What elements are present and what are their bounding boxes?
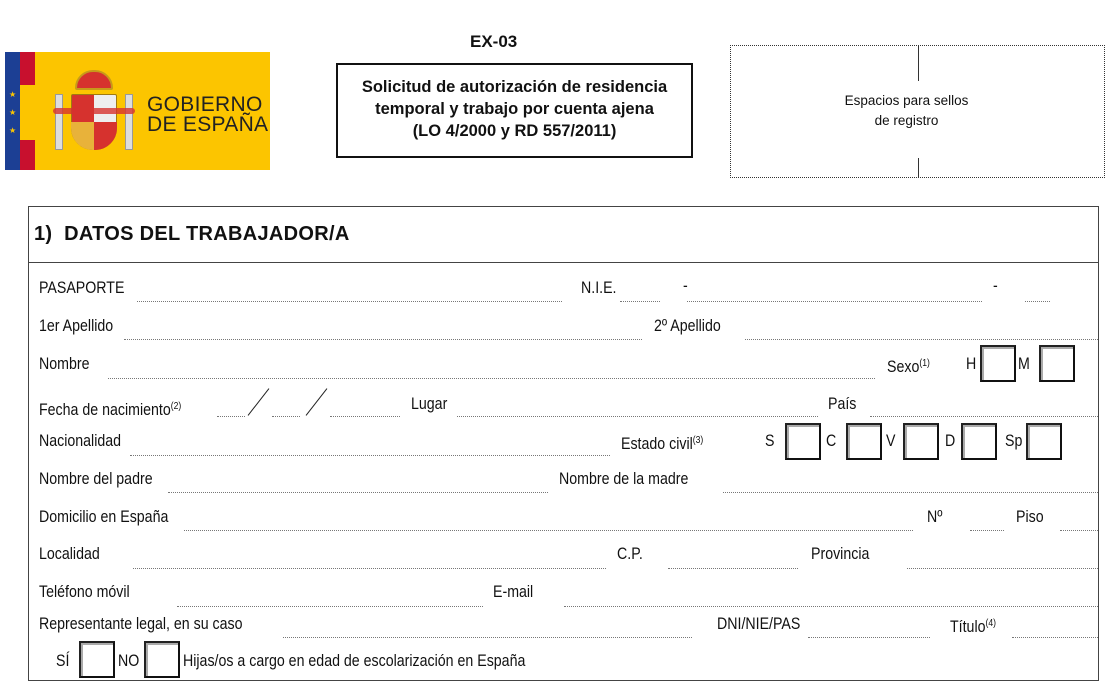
dni-input[interactable] [808,637,930,638]
label-dni: DNI/NIE/PAS [717,615,801,633]
title-line: (LO 4/2000 y RD 557/2011) [412,122,617,140]
nacionalidad-input[interactable] [130,455,610,456]
label-piso: Piso [1016,508,1044,526]
fecha-mes-input[interactable] [272,416,300,417]
pais-input[interactable] [870,416,1098,417]
form-code: EX-03 [470,32,518,51]
fecha-anio-input[interactable] [330,416,400,417]
apellido2-input[interactable] [745,339,1098,340]
label-hijos: Hijas/os a cargo en edad de escolarización en España [183,652,526,670]
label-fecha: Fecha de nacimiento$^{(2)}$ [39,401,182,419]
numero-input[interactable] [970,530,1004,531]
label-s: S [765,432,775,450]
label-representante: Representante legal, en su caso [39,615,243,633]
nie-dash: - [993,277,998,295]
stamp-label: de registro [874,113,939,128]
sexo-m-checkbox[interactable] [1039,345,1075,382]
sexo-h-checkbox[interactable] [980,345,1016,382]
gobierno-logo: ★ ★ ★ GOBIERNO DE ESPAÑA [5,52,270,170]
label-si: SÍ [56,652,70,670]
hijos-si-checkbox[interactable] [79,641,115,678]
nie-number-input[interactable] [687,301,982,302]
domicilio-input[interactable] [184,530,913,531]
label-numero: Nº [927,508,943,526]
label-domicilio: Domicilio en España [39,508,169,526]
label-no: NO [118,652,140,670]
estado-c-checkbox[interactable] [846,423,882,460]
coat-of-arms-icon [53,68,135,158]
nie-dash: - [683,277,688,295]
label-apellido2: 2º Apellido [654,317,721,335]
nombre-input[interactable] [108,378,875,379]
estado-s-checkbox[interactable] [785,423,821,460]
nie-prefix-input[interactable] [620,301,660,302]
piso-input[interactable] [1060,530,1098,531]
localidad-input[interactable] [133,568,606,569]
label-sexo: Sexo$^{(1)}$ [887,358,930,376]
estado-v-checkbox[interactable] [903,423,939,460]
provincia-input[interactable] [907,568,1098,569]
label-provincia: Provincia [811,545,870,563]
padre-input[interactable] [168,492,548,493]
pasaporte-input[interactable] [137,301,562,302]
label-pais: País [828,395,857,413]
representante-input[interactable] [283,637,692,638]
label-nacionalidad: Nacionalidad [39,432,122,450]
label-titulo: Título$^{(4)}$ [950,618,997,636]
fecha-dia-input[interactable] [217,416,245,417]
titulo-input[interactable] [1012,637,1098,638]
label-localidad: Localidad [39,545,100,563]
apellido1-input[interactable] [124,339,642,340]
label-m: M [1018,355,1030,373]
label-apellido1: 1er Apellido [39,317,114,335]
label-nombre: Nombre [39,355,90,373]
cp-input[interactable] [668,568,798,569]
stamp-label: Espacios para sellos [844,93,969,108]
label-cp: C.P. [617,545,643,563]
label-lugar: Lugar [411,395,448,413]
label-sp: Sp [1005,432,1023,450]
label-pasaporte: PASAPORTE [39,279,125,297]
form-title-box [336,63,693,158]
label-estado-civil: Estado civil$^{(3)}$ [621,435,704,453]
label-h: H [966,355,977,373]
section-title: 1) DATOS DEL TRABAJADOR/A [34,223,350,245]
label-padre: Nombre del padre [39,470,153,488]
label-telefono: Teléfono móvil [39,583,130,601]
logo-text: GOBIERNO DE ESPAÑA [147,93,269,136]
label-d: D [945,432,956,450]
label-email: E-mail [493,583,534,601]
hijos-no-checkbox[interactable] [144,641,180,678]
title-line: temporal y trabajo por cuenta ajena [375,100,654,118]
telefono-input[interactable] [177,606,483,607]
estado-d-checkbox[interactable] [961,423,997,460]
label-nie: N.I.E. [581,279,617,297]
registry-stamp-area [730,45,1105,178]
label-madre: Nombre de la madre [559,470,689,488]
label-v: V [886,432,896,450]
lugar-input[interactable] [457,416,818,417]
title-line: Solicitud de autorización de residencia [361,78,668,96]
estado-sp-checkbox[interactable] [1026,423,1062,460]
madre-input[interactable] [723,492,1098,493]
label-c: C [826,432,837,450]
nie-suffix-input[interactable] [1025,301,1050,302]
email-input[interactable] [564,606,1098,607]
